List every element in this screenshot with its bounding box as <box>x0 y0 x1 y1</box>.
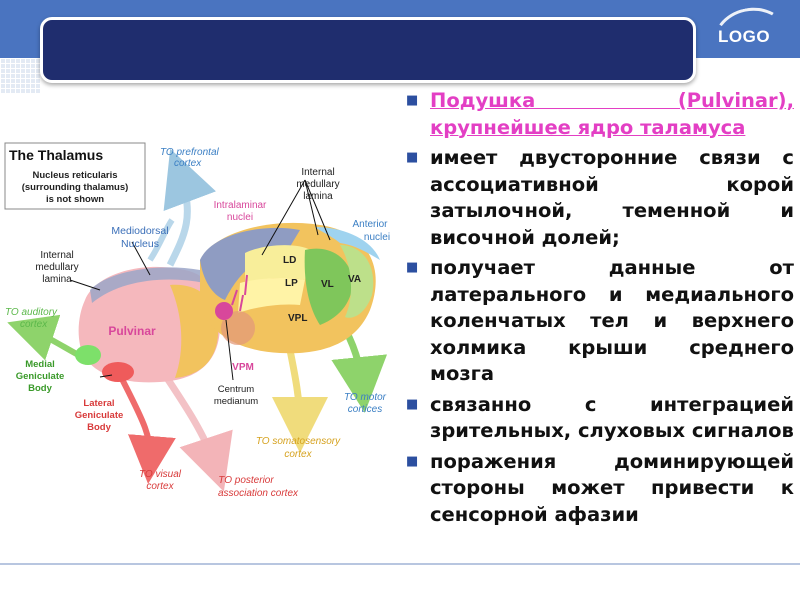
bullet-item <box>404 145 794 251</box>
label-medial-geniculate: Geniculate <box>15 371 65 382</box>
label-to-visual: cortex <box>146 481 174 492</box>
bullet-text: связанно с интеграцией зрительных, слуховых сигналов <box>430 392 794 442</box>
bullet-text: получает данные от латерального и медиального коленчатых тел и верхнего холмика крыши среднего мозга <box>430 256 794 385</box>
bullet-icon: ■ <box>406 396 419 412</box>
box-note: is not shown <box>45 194 105 205</box>
label-internal-lamina: medullary <box>296 179 340 190</box>
slide-title-bar <box>40 17 696 83</box>
bullet-icon: ■ <box>406 453 419 469</box>
label-mediodorsal: Nucleus <box>121 238 159 250</box>
bullet-icon: ■ <box>406 93 419 108</box>
label-vl: VL <box>321 279 334 290</box>
thalamus-figure <box>0 135 405 505</box>
bullet-item-pulvinar-link[interactable] <box>404 88 794 141</box>
label-to-prefrontal: cortex <box>174 158 202 169</box>
label-to-visual: TO visual <box>138 469 182 480</box>
label-left-lamina: Internal <box>40 250 74 261</box>
box-note: (surrounding thalamus) <box>21 182 129 193</box>
label-anterior: Anterior <box>352 219 388 230</box>
bullet-icon: ■ <box>406 150 419 165</box>
label-to-somatosensory: TO somatosensory <box>255 436 341 447</box>
label-vpm: VPM <box>232 362 254 373</box>
label-medial-geniculate: Medial <box>25 359 55 370</box>
label-va: VA <box>348 274 362 285</box>
label-to-motor: cortices <box>347 404 383 415</box>
left-lamina-pointer <box>70 280 100 290</box>
label-internal-lamina: Internal <box>301 167 335 178</box>
label-to-posterior: TO posterior <box>218 475 274 486</box>
label-lateral-geniculate: Lateral <box>83 398 115 409</box>
centrum-medianum <box>215 302 233 320</box>
label-vpl: VPL <box>288 313 308 324</box>
label-centrum: Centrum <box>217 384 255 395</box>
prefrontal-arrow <box>170 175 187 265</box>
label-to-motor: TO motor <box>343 392 387 403</box>
label-left-lamina: medullary <box>35 262 79 273</box>
label-to-auditory: cortex <box>20 319 48 330</box>
bullet-item <box>404 392 794 445</box>
bullet-text: Подушка (Pulvinar), крупнейшее ядро таламуса <box>430 89 794 139</box>
label-medial-geniculate: Body <box>28 383 52 394</box>
label-to-prefrontal: TO prefrontal <box>160 147 219 158</box>
visual-arrow <box>120 375 150 460</box>
label-left-lamina: lamina <box>42 274 72 285</box>
bullet-list <box>404 88 794 532</box>
label-intralaminar: Intralaminar <box>213 200 267 211</box>
auditory-arrow <box>30 330 82 357</box>
logo: LOGO <box>718 27 771 46</box>
label-centrum: medianum <box>213 396 259 407</box>
decorative-grid <box>0 58 40 94</box>
label-to-posterior: association cortex <box>217 488 299 499</box>
label-lateral-geniculate: Geniculate <box>74 410 124 421</box>
label-mediodorsal: Mediodorsal <box>111 225 169 237</box>
lateral-geniculate <box>102 362 134 382</box>
bullet-item <box>404 255 794 388</box>
bullet-icon: ■ <box>406 260 419 275</box>
label-to-auditory: TO auditory <box>5 307 58 318</box>
ld-region <box>245 245 310 283</box>
label-anterior: nuclei <box>363 232 391 243</box>
box-note: Nucleus reticularis <box>32 170 118 181</box>
bullet-text: поражения доминирующей стороны может привести к сенсорной афазии <box>430 449 794 526</box>
medial-geniculate <box>75 345 101 365</box>
bullet-text: имеет двусторонние связи с ассоциативной корой затылочной, теменной и височной долей; <box>430 146 794 249</box>
label-pulvinar: Pulvinar <box>108 324 156 338</box>
label-lp: LP <box>285 278 298 289</box>
somatosensory-arrow <box>290 350 300 425</box>
posterior-arrow <box>165 375 215 465</box>
label-lateral-geniculate: Body <box>87 422 111 433</box>
label-internal-lamina: lamina <box>303 191 333 202</box>
label-ld: LD <box>283 255 297 266</box>
label-intralaminar: nuclei <box>226 212 254 223</box>
footer-line <box>0 563 800 565</box>
label-to-somatosensory: cortex <box>284 449 312 460</box>
box-title: The Thalamus <box>9 147 104 163</box>
bullet-item <box>404 449 794 529</box>
